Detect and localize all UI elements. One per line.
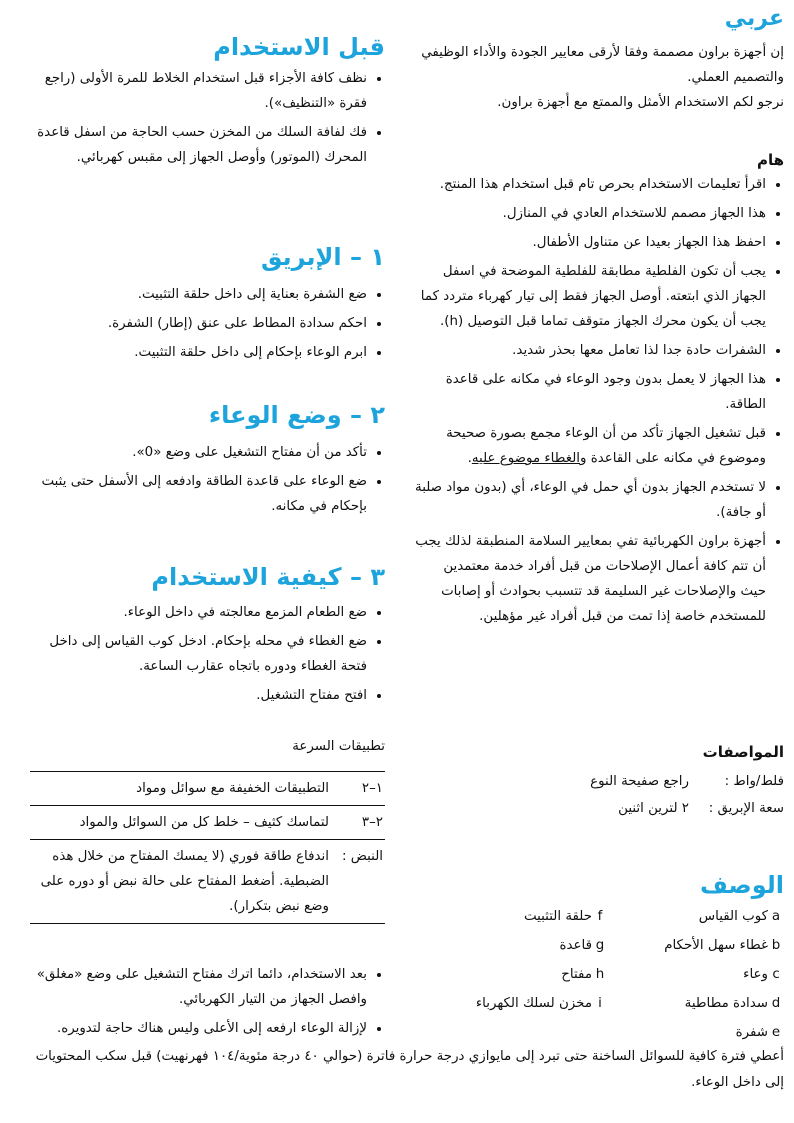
list-item: • لا تستخدم الجهاز بدون أي حمل في الوعاء، أي (بدون مواد صلبة أو جافة). [414,475,766,525]
intro-text-2: نرجو لكم الاستخدام الأمثل والممتع مع أجهزة براون. [497,95,784,110]
specs-title: المواصفات [702,743,784,761]
list-item: • هذا الجهاز لا يعمل بدون وجود الوعاء في مكانه على قاعدة الطاقة. [414,367,766,417]
speed-text: لتماسك كثيف – خلط كل من السوائل والمواد [79,815,329,830]
list-item: • هذا الجهاز مصمم للاستخدام العادي في المنازل. [414,201,766,226]
table-row [30,772,385,806]
item-key: a [771,909,781,924]
before-use-list [30,66,385,174]
item-label: وعاء [743,967,768,982]
list-item [414,421,766,471]
table-row [414,933,784,962]
jug-title: ١ – الإبريق [260,243,385,271]
item-label: شفرة [735,1025,768,1040]
list-item: • احفظ هذا الجهاز بعيدا عن متناول الأطفال. [414,230,766,255]
spec-row [414,768,784,795]
item-label: قاعدة [559,938,592,953]
how-to-use-list [30,600,385,712]
description-table [414,904,784,1049]
list-item: • افتح مفتاح التشغيل. [30,683,367,708]
item-label: سدادة مطاطية [684,996,768,1011]
spec-label: سعة الإبريق : [708,801,784,816]
jug-list [30,282,385,369]
item-key: h [595,967,605,982]
list-item: • اقرأ تعليمات الاستخدام بحرص تام قبل استخدام هذا المنتج. [414,172,766,197]
list-item: • أجهزة براون الكهربائية تفي بمعايير السلامة المنطبقة لذلك يجب أن تتم كافة أعمال الإصلاحات من قبل أفراد خدمة معتمدين حيث والإصلاحات غير السليمة قد تتسبب بحوادث أو إصابات للمستخدم خاصة إذا تمت من قبل أفراد غير مؤهلين. [414,529,766,629]
item-label: حلقة التثبيت [523,909,592,924]
speed-table [30,771,385,924]
specs-table [414,768,784,822]
speed-title: تطبيقات السرعة [292,739,385,754]
list-item: • الشفرات حادة جدا لذا تعامل معها بحذر شديد. [414,338,766,363]
list-item: • نظف كافة الأجزاء قبل استخدام الخلاط للمرة الأولى (راجع فقرة «التنظيف»). [30,66,367,116]
speed-code: النبض : [341,849,383,864]
before-use-title: قبل الاستخدام [213,33,385,61]
item-text: قبل تشغيل الجهاز تأكد من أن الوعاء مجمع بصورة صحيحة وموضوع في مكانه على القاعدة و [446,426,766,466]
table-row [414,962,784,991]
list-item: • ضع الوعاء على قاعدة الطاقة وادفعه إلى الأسفل حتى يثبت بإحكام في مكانه. [30,469,367,519]
spec-label: فلط/واط : [724,774,784,789]
list-item: • ضع الطعام المزمع معالجته في داخل الوعاء. [30,600,367,625]
spec-value: ٢ لترين اثنين [618,801,689,816]
after-use-list [30,962,385,1045]
item-key: d [771,996,781,1011]
table-row [30,806,385,840]
list-item: • لإزالة الوعاء ارفعه إلى الأعلى وليس هناك حاجة لتدويره. [30,1016,367,1041]
speed-text: التطبيقات الخفيفة مع سوائل ومواد [136,781,329,796]
description-title: الوصف [699,871,784,899]
list-item: • تأكد من أن مفتاح التشغيل على وضع «0». [30,440,367,465]
item-key: i [598,996,602,1011]
underlined-text: الغطاء موضوع عليه [471,451,581,466]
how-to-use-title: ٣ – كيفية الاستخدام [151,563,385,591]
item-label: كوب القياس [698,909,768,924]
list-item: • احكم سدادة المطاط على عنق (إطار) الشفرة. [30,311,367,336]
item-key: e [771,1025,781,1040]
spec-value: راجع صفيحة النوع [590,774,689,789]
table-row [414,904,784,933]
item-key: c [772,967,780,982]
table-row [414,991,784,1020]
item-key: g [595,938,605,953]
language-title: عربي [724,6,784,31]
place-jug-title: ٢ – وضع الوعاء [208,401,385,429]
speed-code: ٢–٣ [361,815,383,830]
item-key: f [597,909,603,924]
item-label: غطاء سهل الأحكام [664,938,768,953]
item-label: مخزن لسلك الكهرباء [475,996,592,1011]
footer-note: أعطي فترة كافية للسوائل الساخنة حتى تبرد إلى مايوازي درجة حرارة فاترة (حوالي ٤٠ درجة مئوية/١٠٤ فهرنهيت) قبل سكب المحتويات إلى داخل الوعاء. [35,1049,784,1090]
list-item: • ابرم الوعاء بإحكام إلى داخل حلقة التثبيت. [30,340,367,365]
intro-text: إن أجهزة براون مصممة وفقا لأرقى معايير الجودة والأداء الوظيفي والتصميم العملي. [421,45,784,85]
item-label: مفتاح [561,967,592,982]
list-item: • ضع الغطاء في محله بإحكام. ادخل كوب القياس إلى داخل فتحة الغطاء ودوره باتجاه عقارب الساعة. [30,629,367,679]
list-item: • فك لفافة السلك من المخزن حسب الحاجة من اسفل قاعدة المحرك (الموتور) وأوصل الجهاز إلى مقبس كهربائي. [30,120,367,170]
list-item: • يجب أن تكون الفلطية مطابقة للفلطية الموضحة في اسفل الجهاز الذي ابتعته. أوصل الجهاز فقط إلى تيار كهرباء متردد كما يجب أن يكون محرك الجهاز متوقف تماما قبل التوصيل (h). [414,259,766,334]
important-list [414,172,784,633]
table-row [30,840,385,924]
list-item: • بعد الاستخدام، دائما اترك مفتاح التشغيل على وضع «مغلق» وافصل الجهاز من التيار الكهربائي. [30,962,367,1012]
list-item: • ضع الشفرة بعناية إلى داخل حلقة التثبيت. [30,282,367,307]
item-key: b [771,938,781,953]
speed-code: ١–٢ [361,781,383,796]
place-jug-list [30,440,385,523]
item-text-end: . [467,451,472,466]
speed-text: اندفاع طاقة فوري (لا يمسك المفتاح من خلال هذه الضبطية. أضغط المفتاح على حالة نبض أو دوره على وضع نبض بتكرار). [40,849,329,914]
intro-block [414,40,784,115]
spec-row [414,795,784,822]
important-title: هام [756,151,784,169]
